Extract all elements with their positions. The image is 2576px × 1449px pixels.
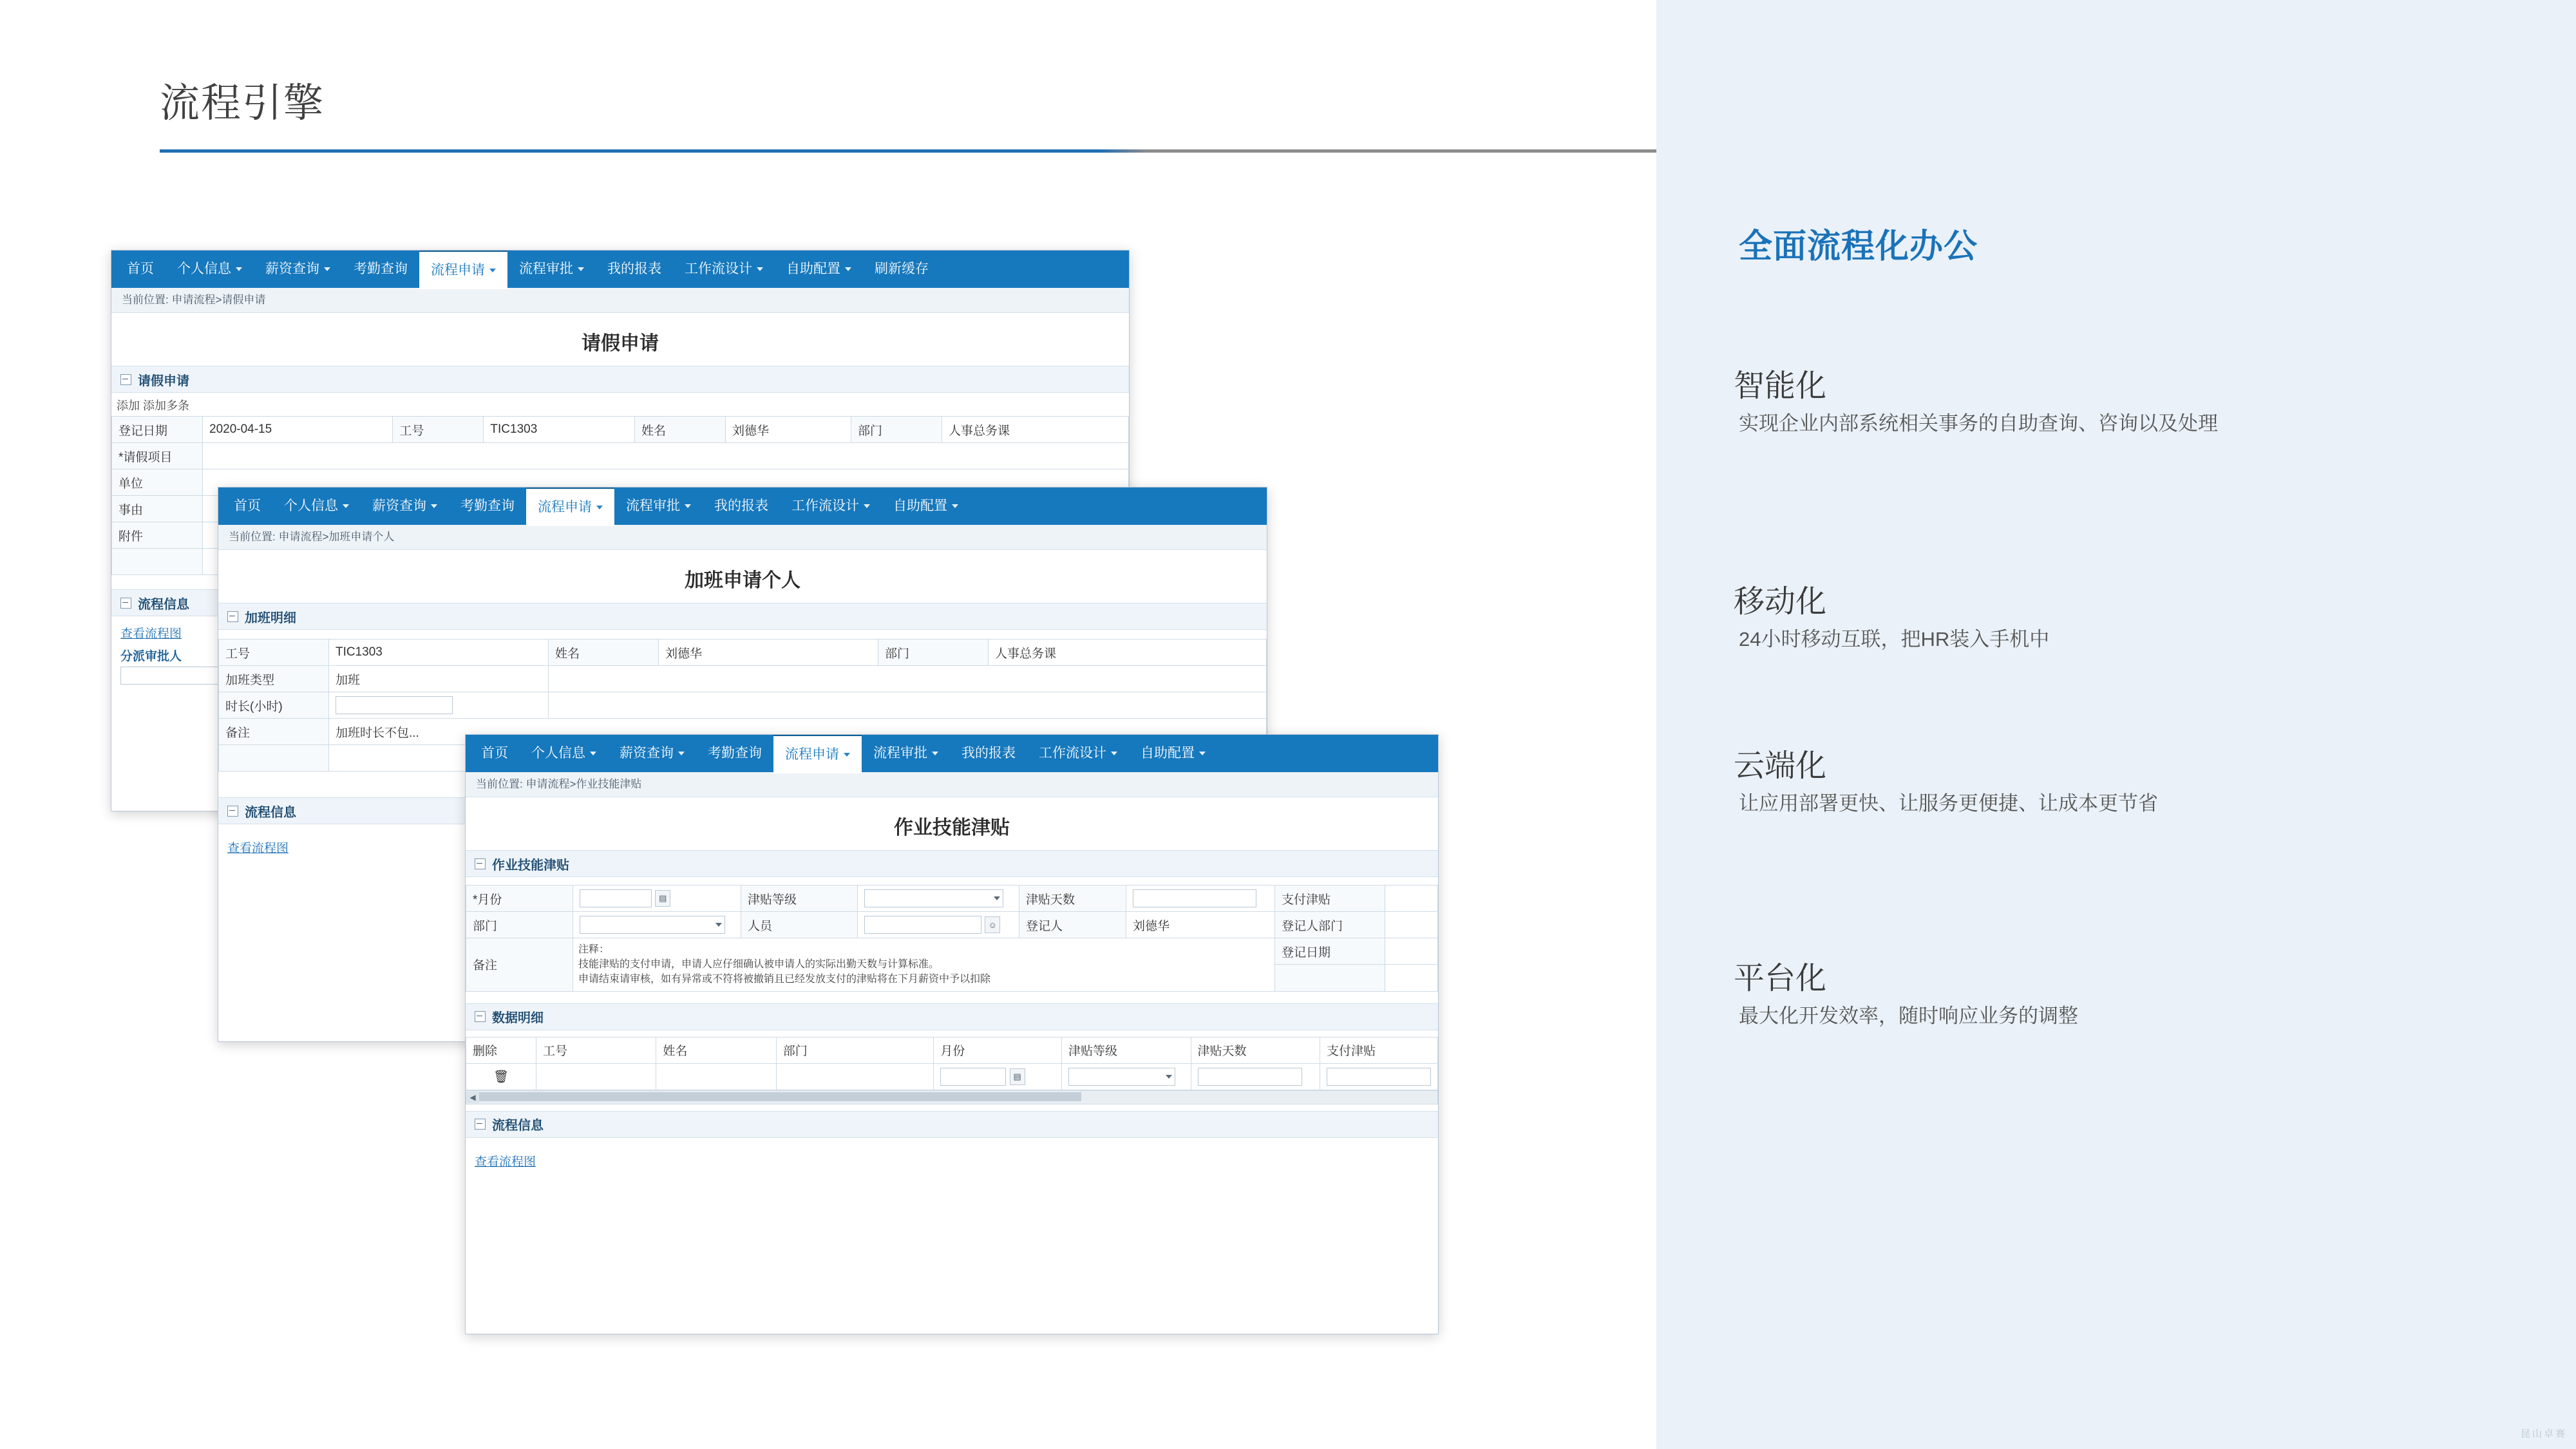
watermark: 昆山卓赛: [2520, 1428, 2567, 1439]
chevron-down-icon: [578, 267, 584, 271]
empno-label: 工号: [219, 639, 329, 666]
overtime-type-value[interactable]: 加班: [329, 666, 549, 692]
row-month-input[interactable]: [940, 1068, 1006, 1086]
remark-line-1: 技能津贴的支付申请，申请人应仔细确认被申请人的实际出勤天数与计算标准。: [578, 959, 940, 971]
trash-icon[interactable]: 🗑: [493, 1070, 509, 1084]
nav-item-attendance-query[interactable]: [449, 488, 526, 525]
nav-label: 流程审批: [519, 261, 573, 276]
feature-block-3: [1734, 953, 2506, 1032]
spacer: [466, 992, 1438, 1003]
remark-title: 注释：: [578, 944, 610, 955]
add-row-link[interactable]: 添加 添加多条: [117, 399, 190, 412]
nav-label: 薪资查询: [265, 261, 319, 276]
chevron-down-icon: [844, 753, 850, 757]
feature-title-1: 移动化: [1734, 585, 1827, 619]
nav-item-attendance-query[interactable]: [696, 735, 773, 772]
section-header-overtime-detail[interactable]: [218, 603, 1267, 630]
nav-label: 流程审批: [626, 498, 680, 513]
person-label: 人员: [741, 912, 858, 938]
chevron-down-icon: [715, 923, 722, 927]
nav-item-home[interactable]: [222, 488, 272, 525]
form-title: 加班申请个人: [685, 570, 800, 591]
leave-item-field[interactable]: [203, 443, 1129, 469]
window-skill-allowance[interactable]: [465, 734, 1439, 1334]
chevron-down-icon: [1199, 752, 1206, 755]
section-title: 流程信息: [245, 805, 296, 820]
nav-label: 首页: [127, 261, 154, 276]
calendar-icon[interactable]: ▤: [1010, 1068, 1025, 1085]
registrant-label: 登记人: [1019, 912, 1126, 938]
form-title: 请假申请: [582, 333, 659, 354]
nav-label: 考勤查询: [354, 261, 408, 276]
level-select[interactable]: [864, 889, 1003, 907]
nav-label: 自助配置: [893, 498, 947, 513]
dept-select[interactable]: [580, 916, 725, 934]
table-row: [466, 886, 1438, 912]
col-level: 津贴等级: [1061, 1037, 1191, 1063]
nav-item-attendance-query[interactable]: [342, 251, 419, 288]
name-label: 姓名: [549, 639, 659, 666]
remark-line-2: 申请结束请审核，如有异常或不符将被撤销且已经发放支付的津贴将在下月薪资中予以扣除: [578, 974, 991, 985]
view-flowchart-link[interactable]: 查看流程图: [475, 1155, 536, 1169]
remark-text-block: [573, 938, 1274, 991]
nav-item-refresh-cache[interactable]: [863, 251, 940, 288]
person-input[interactable]: [864, 916, 981, 934]
collapse-icon[interactable]: [227, 806, 238, 817]
section-title: 流程信息: [492, 1119, 544, 1133]
name-value[interactable]: 刘德华: [726, 417, 851, 443]
empno-label: 工号: [393, 417, 484, 443]
section-title: 作业技能津贴: [492, 858, 569, 873]
nav-item-self-config[interactable]: [882, 488, 970, 525]
nav-item-process-apply[interactable]: [419, 250, 507, 289]
person-field[interactable]: [858, 912, 1019, 938]
leave-item-label: *请假项目: [112, 443, 203, 469]
col-empno: 工号: [536, 1037, 656, 1063]
level-label: 津贴等级: [741, 886, 858, 912]
section-title: 加班明细: [245, 611, 296, 625]
col-delete: 删除: [466, 1037, 536, 1063]
dept-value[interactable]: 人事总务课: [942, 417, 1129, 443]
spacer-field: [1385, 965, 1438, 991]
registrant-value: 刘德华: [1126, 912, 1275, 938]
pay-label: 支付津贴: [1275, 886, 1385, 912]
table-row: [219, 639, 1267, 666]
feature-text-2: 让应用部署更快、让服务更便捷、让成本更节省: [1739, 792, 2158, 815]
col-dept: 部门: [776, 1037, 934, 1063]
feature-title-0: 智能化: [1734, 369, 1827, 403]
empno-value[interactable]: TIC1303: [329, 639, 549, 666]
nav-label: 我的报表: [961, 746, 1016, 761]
nav-item-self-config[interactable]: [775, 251, 863, 288]
unit-label: 单位: [112, 469, 203, 496]
collapse-icon[interactable]: [227, 611, 238, 622]
nav-item-workflow-design[interactable]: [780, 488, 882, 525]
date-value[interactable]: 2020-04-15: [203, 417, 393, 443]
feature-block-1: [1734, 576, 2506, 655]
scroll-left-arrow[interactable]: ◀: [466, 1092, 479, 1103]
section-header-skill-allowance[interactable]: [466, 850, 1438, 877]
nav-label: 刷新缓存: [875, 261, 929, 276]
nav-label: 个人信息: [531, 746, 585, 761]
section-header-leave[interactable]: [111, 366, 1129, 393]
flow-chart-link-wrap: [466, 1138, 1438, 1173]
date-label: 登记日期: [112, 417, 203, 443]
remark-value[interactable]: 加班时长不包...: [329, 719, 1267, 745]
feature-text-0: 实现企业内部系统相关事务的自助查询、咨询以及处理: [1739, 412, 2218, 435]
row-month-cell[interactable]: [934, 1063, 1062, 1090]
dept-label: 部门: [466, 912, 573, 938]
row-level-cell[interactable]: [1061, 1063, 1191, 1090]
scrollbar-thumb[interactable]: [479, 1092, 1081, 1101]
page-title: 流程引擎: [160, 81, 325, 126]
calendar-icon[interactable]: ▤: [655, 890, 670, 907]
nav-item-process-apply[interactable]: [773, 734, 862, 773]
nav-label: 流程申请: [785, 746, 839, 762]
section-title: 流程信息: [138, 597, 189, 612]
col-name: 姓名: [656, 1037, 776, 1063]
nav-label: 流程申请: [538, 499, 592, 515]
row-dept-cell[interactable]: [776, 1063, 934, 1090]
feature-text-3: 最大化开发效率，随时响应业务的调整: [1739, 1005, 2078, 1027]
month-input[interactable]: [580, 889, 652, 907]
nav-item-process-approve[interactable]: [507, 251, 596, 288]
row-name-cell[interactable]: [656, 1063, 776, 1090]
feature-title-3: 平台化: [1734, 961, 1827, 996]
section-title: 数据明细: [492, 1011, 544, 1026]
horizontal-scrollbar[interactable]: [466, 1090, 1438, 1104]
hours-input[interactable]: [336, 696, 453, 714]
collapse-icon[interactable]: [475, 1119, 486, 1130]
chevron-down-icon: [994, 896, 1000, 900]
chevron-down-icon: [678, 752, 685, 755]
nav-item-salary-query[interactable]: [608, 735, 696, 772]
reg-date-value[interactable]: [1385, 938, 1438, 965]
reason-label: 事由: [112, 496, 203, 522]
nav-label: 薪资查询: [372, 498, 426, 513]
remark-field[interactable]: [573, 938, 1275, 992]
month-label: *月份: [466, 886, 573, 912]
table-row: [219, 666, 1267, 692]
pay-field[interactable]: [1385, 886, 1438, 912]
spacer: [466, 1030, 1438, 1037]
nav-item-home[interactable]: [469, 735, 520, 772]
col-days: 津贴天数: [1191, 1037, 1320, 1063]
nav-label: 流程申请: [431, 262, 485, 278]
nav-label: 工作流设计: [1039, 746, 1106, 761]
nav-item-process-apply[interactable]: [526, 487, 614, 526]
collapse-icon[interactable]: [475, 1011, 486, 1022]
month-field[interactable]: [573, 886, 741, 912]
empno-value[interactable]: TIC1303: [484, 417, 635, 443]
breadcrumb: 当前位置: 申请流程>作业技能津贴: [466, 772, 1438, 797]
assign-approver-label: 分派审批人: [120, 650, 182, 663]
nav-item-personal-info[interactable]: [520, 735, 608, 772]
nav-label: 自助配置: [1141, 746, 1195, 761]
days-input[interactable]: [1133, 889, 1256, 907]
dept-value[interactable]: 人事总务课: [989, 639, 1267, 666]
name-value[interactable]: 刘德华: [659, 639, 878, 666]
feature-block-2: [1734, 741, 2506, 819]
chevron-down-icon: [431, 504, 437, 508]
user-search-icon[interactable]: ☺: [985, 916, 1000, 933]
chevron-down-icon: [932, 752, 938, 755]
spacer-label: [112, 549, 203, 575]
row-delete-cell[interactable]: [466, 1063, 536, 1090]
chevron-down-icon: [845, 267, 851, 271]
nav-item-workflow-design[interactable]: [673, 251, 775, 288]
overtime-type-rest: [549, 666, 1267, 692]
nav-item-process-approve[interactable]: [862, 735, 950, 772]
nav-label: 工作流设计: [685, 261, 752, 276]
table-row: [219, 692, 1267, 719]
nav-item-workflow-design[interactable]: [1027, 735, 1129, 772]
remark-label: 备注: [466, 938, 573, 992]
hours-value[interactable]: [329, 692, 549, 719]
nav-item-salary-query[interactable]: [361, 488, 449, 525]
table-header-row: [466, 1037, 1438, 1063]
nav-item-personal-info[interactable]: [272, 488, 361, 525]
chevron-down-icon: [952, 504, 958, 508]
dept-label: 部门: [878, 639, 989, 666]
chevron-down-icon: [343, 504, 349, 508]
form-title: 作业技能津贴: [894, 817, 1010, 838]
dept-field[interactable]: [573, 912, 741, 938]
section-header-data-detail[interactable]: [466, 1003, 1438, 1030]
feature-text-1: 24小时移动互联，把HR装入手机中: [1739, 628, 2050, 650]
registrant-dept-value: [1385, 912, 1438, 938]
navbar[interactable]: [466, 735, 1438, 772]
row-days-input[interactable]: [1198, 1068, 1302, 1086]
section-title: 请假申请: [138, 374, 189, 388]
allowance-form-table: [466, 885, 1438, 992]
col-month: 月份: [934, 1037, 1062, 1063]
feature-block-0: [1734, 361, 2506, 439]
row-days-cell[interactable]: [1191, 1063, 1320, 1090]
spacer: [218, 630, 1267, 639]
nav-item-salary-query[interactable]: [254, 251, 342, 288]
collapse-icon[interactable]: [475, 858, 486, 869]
days-label: 津贴天数: [1019, 886, 1126, 912]
nav-item-self-config[interactable]: [1129, 735, 1217, 772]
nav-label: 个人信息: [284, 498, 338, 513]
nav-label: 我的报表: [714, 498, 768, 513]
nav-item-my-reports[interactable]: [950, 735, 1027, 772]
breadcrumb: 当前位置: 申请流程>加班申请个人: [218, 525, 1267, 550]
chevron-down-icon: [489, 269, 496, 272]
attachment-label: 附件: [112, 522, 203, 549]
section-header-flow-info[interactable]: [466, 1111, 1438, 1138]
hours-rest: [549, 692, 1267, 719]
view-flowchart-link[interactable]: 查看流程图: [227, 842, 289, 855]
feature-panel-heading: 全面流程化办公: [1739, 228, 1978, 265]
spacer-label: [1275, 965, 1385, 991]
dept-label: 部门: [851, 417, 942, 443]
table-row: [112, 417, 1129, 443]
navbar[interactable]: [111, 251, 1129, 288]
allowance-data-table: [466, 1037, 1438, 1090]
table-row: [466, 1063, 1438, 1090]
hours-label: 时长(小时): [219, 692, 329, 719]
chevron-down-icon: [864, 504, 870, 508]
spacer-label: [219, 745, 329, 772]
nav-label: 自助配置: [786, 261, 840, 276]
spacer: [466, 1104, 1438, 1111]
level-field[interactable]: [858, 886, 1019, 912]
remark-label: 备注: [219, 719, 329, 745]
chevron-down-icon: [236, 267, 242, 271]
row-empno-cell[interactable]: [536, 1063, 656, 1090]
chevron-down-icon: [324, 267, 330, 271]
breadcrumb: 当前位置: 申请流程>请假申请: [111, 288, 1129, 313]
nav-item-process-approve[interactable]: [614, 488, 703, 525]
nav-item-my-reports[interactable]: [703, 488, 780, 525]
registrant-dept-label: 登记人部门: [1275, 912, 1385, 938]
chevron-down-icon: [1166, 1075, 1172, 1079]
nav-label: 考勤查询: [708, 746, 762, 761]
nav-item-personal-info[interactable]: [166, 251, 254, 288]
nav-label: 流程审批: [873, 746, 927, 761]
row-pay-cell[interactable]: [1320, 1063, 1438, 1090]
days-field[interactable]: [1126, 886, 1275, 912]
chevron-down-icon: [757, 267, 763, 271]
nav-label: 我的报表: [607, 261, 661, 276]
feature-title-2: 云端化: [1734, 749, 1827, 783]
row-pay-input[interactable]: [1327, 1068, 1431, 1086]
nav-item-my-reports[interactable]: [596, 251, 673, 288]
table-row: [112, 443, 1129, 469]
name-label: 姓名: [635, 417, 726, 443]
feature-panel: [1656, 0, 2576, 1449]
nav-item-home[interactable]: [115, 251, 166, 288]
row-level-select[interactable]: [1068, 1068, 1175, 1086]
chevron-down-icon: [685, 504, 691, 508]
chevron-down-icon: [596, 506, 603, 509]
nav-label: 首页: [234, 498, 261, 513]
collapse-icon[interactable]: [120, 374, 131, 385]
table-row: [466, 912, 1438, 938]
spacer: [466, 877, 1438, 885]
reg-date-label: 登记日期: [1275, 938, 1385, 965]
chevron-down-icon: [1111, 752, 1117, 755]
nav-label: 个人信息: [177, 261, 231, 276]
navbar[interactable]: [218, 488, 1267, 525]
collapse-icon[interactable]: [120, 598, 131, 609]
chevron-down-icon: [590, 752, 596, 755]
view-flowchart-link[interactable]: 查看流程图: [120, 627, 182, 641]
nav-label: 薪资查询: [620, 746, 674, 761]
nav-label: 工作流设计: [791, 498, 859, 513]
overtime-type-label: 加班类型: [219, 666, 329, 692]
nav-label: 考勤查询: [460, 498, 515, 513]
col-pay: 支付津贴: [1320, 1037, 1438, 1063]
table-row: [466, 938, 1438, 965]
nav-label: 首页: [481, 746, 508, 761]
